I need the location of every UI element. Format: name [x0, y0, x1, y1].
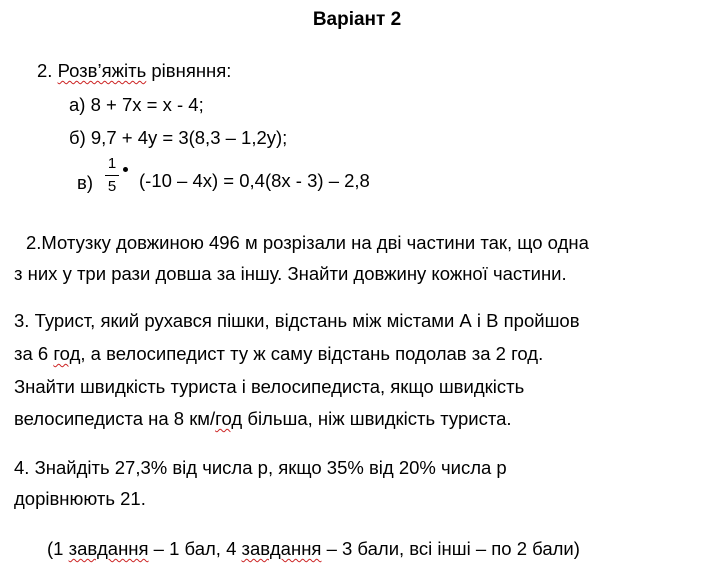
- task3-line2-start: за 6: [14, 343, 54, 364]
- scoring-start: (1: [47, 538, 69, 559]
- task1-heading: [37, 60, 231, 82]
- fraction-numerator: 1: [107, 155, 117, 172]
- equation-c-fraction: [104, 155, 120, 196]
- task3-line3: Знайти швидкість туриста і велосипедиста, якщо швидкість: [14, 376, 525, 397]
- task3-line4-squiggle-word: год: [215, 408, 243, 429]
- task1-heading-squiggle-word: Розв’яжіть: [57, 60, 147, 81]
- task2-line1: 2.Мотузку довжиною 496 м розрізали на дві частини так, що одна: [26, 232, 589, 253]
- task3-line1: 3. Турист, який рухався пішки, відстань між містами А і В пройшов: [14, 310, 580, 331]
- scoring-word-2: завдання: [241, 538, 322, 559]
- task2-line2: з них у три рази довша за іншу. Знайти довжину кожної частини.: [14, 263, 567, 284]
- scoring-end: – 3 бали, всі інші – по 2 бали): [321, 538, 580, 559]
- task1-heading-rest: рівняння:: [146, 60, 232, 81]
- equation-c-expression: (-10 – 4х) = 0,4(8х - 3) – 2,8: [139, 170, 370, 191]
- page-title: Варіант 2: [312, 9, 402, 30]
- task1-heading-number: 2.: [37, 60, 58, 81]
- equation-a: а) 8 + 7х = х - 4;: [69, 94, 204, 115]
- task3-line2: [14, 343, 543, 365]
- task3-line4-end: більша, ніж швидкість туриста.: [242, 408, 512, 429]
- task4-line2: дорівнюють 21.: [14, 488, 146, 509]
- fraction-denominator: 5: [107, 178, 117, 195]
- fraction-bar: [105, 175, 119, 176]
- multiplication-dot: [123, 167, 128, 172]
- task3-line4: [14, 408, 512, 430]
- task3-line2-end: , а велосипедист ту ж саму відстань подолав за 2 год.: [80, 343, 544, 364]
- scoring-note: [47, 538, 580, 560]
- scoring-middle: – 1 бал, 4: [148, 538, 242, 559]
- task3-line4-start: велосипедиста на 8 км/: [14, 408, 216, 429]
- equation-b: б) 9,7 + 4у = 3(8,3 – 1,2у);: [69, 127, 288, 148]
- task3-line2-squiggle-word: год: [53, 343, 81, 364]
- scoring-word-1: завдання: [68, 538, 149, 559]
- equation-c-label: в): [77, 172, 93, 193]
- task4-line1: 4. Знайдіть 27,3% від числа р, якщо 35% від 20% числа р: [14, 457, 507, 478]
